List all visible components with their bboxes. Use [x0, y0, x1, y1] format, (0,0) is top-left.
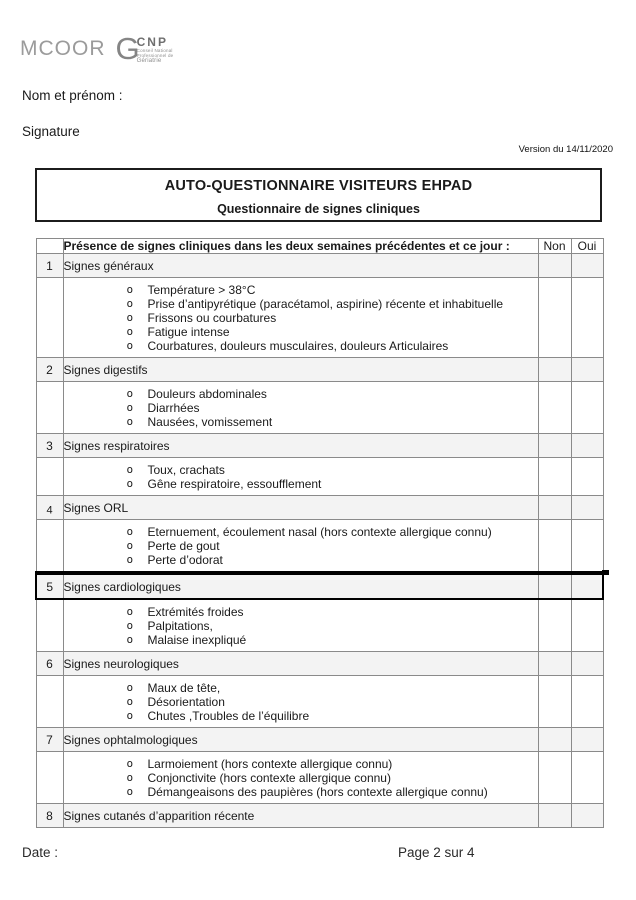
oui-answer-cell	[571, 458, 603, 496]
symptom-item	[64, 553, 536, 567]
oui-answer-cell	[571, 728, 603, 752]
symptom-item	[64, 401, 536, 415]
section-details-row-2	[36, 382, 603, 434]
section-number	[36, 573, 63, 599]
bullet-icon: o	[126, 415, 134, 428]
section-number-text: 8	[46, 808, 53, 823]
symptom-list	[63, 599, 538, 652]
section-number-text: 2	[46, 362, 53, 377]
symptom-item-text: Chutes ,Troubles de l’équilibre	[147, 709, 310, 723]
section-label: Signes ORL	[63, 496, 538, 520]
oui-answer-cell	[571, 599, 603, 652]
section-details-row-3	[36, 458, 603, 496]
symptom-list	[63, 676, 538, 728]
section-details-row-7	[36, 752, 603, 804]
section-number-text: 6	[46, 656, 53, 671]
section-number	[36, 434, 63, 458]
section-number	[36, 254, 63, 278]
symptom-item	[64, 757, 536, 771]
symptom-item-text: Perte d’odorat	[147, 553, 223, 567]
section-row-1	[36, 254, 603, 278]
logo-row	[20, 31, 174, 66]
symptom-item	[64, 525, 536, 539]
symptom-list	[63, 458, 538, 496]
section-label: Signes ophtalmologiques	[63, 728, 538, 752]
section-number	[36, 652, 63, 676]
bullet-icon: o	[126, 539, 134, 552]
symptom-item-text: Douleurs abdominales	[147, 387, 267, 401]
non-answer-cell	[538, 676, 571, 728]
non-answer-cell	[538, 358, 571, 382]
symptoms-table	[35, 238, 604, 828]
bullet-icon: o	[126, 387, 134, 400]
section-row-3	[36, 434, 603, 458]
bullet-icon: o	[126, 771, 134, 784]
section-row-5	[36, 573, 603, 599]
oui-answer-cell	[571, 254, 603, 278]
symptom-item-text: Toux, crachats	[147, 463, 225, 477]
symptom-list	[63, 382, 538, 434]
non-answer-cell	[538, 752, 571, 804]
symptom-item-text: Malaise inexpliqué	[147, 633, 247, 647]
name-field-label: Nom et prénom :	[22, 88, 123, 103]
symptom-item	[64, 539, 536, 553]
symptom-item-text: Extrémités froides	[147, 605, 244, 619]
symptom-item-text: Prise d’antipyrétique (paracétamol, aspirine) récente et inhabituelle	[147, 297, 504, 311]
bullet-icon: o	[126, 757, 134, 770]
symptom-item	[64, 297, 536, 311]
section-number-text: 5	[46, 579, 54, 594]
table-question-header: Présence de signes cliniques dans les deux semaines précédentes et ce jour :	[63, 239, 538, 254]
details-number-cell	[36, 676, 63, 728]
symptom-item	[64, 325, 536, 339]
symptom-item-text: Fatigue intense	[147, 325, 230, 339]
oui-answer-cell	[571, 573, 603, 599]
oui-answer-cell	[571, 382, 603, 434]
g-letter-icon: G	[115, 31, 140, 66]
section-label: Signes cardiologiques	[63, 573, 538, 599]
oui-answer-cell	[571, 278, 603, 358]
symptom-list	[63, 278, 538, 358]
section-number-text: 3	[46, 438, 53, 453]
section-row-2	[36, 358, 603, 382]
symptom-item-text: Conjonctivite (hors contexte allergique connu)	[147, 771, 391, 785]
cnp-subtext-line2: Professionnel de	[136, 53, 174, 58]
symptom-item	[64, 681, 536, 695]
symptom-item-text: Eternuement, écoulement nasal (hors contexte allergique connu)	[147, 525, 492, 539]
non-answer-cell	[538, 254, 571, 278]
section-number	[36, 496, 63, 520]
non-answer-cell	[538, 496, 571, 520]
symptom-item	[64, 771, 536, 785]
symptom-item	[64, 463, 536, 477]
section-number	[36, 358, 63, 382]
details-number-cell	[36, 520, 63, 574]
symptom-item-text: Gêne respiratoire, essoufflement	[147, 477, 322, 491]
page-number: Page 2 sur 4	[398, 845, 475, 860]
symptom-list	[63, 752, 538, 804]
details-number-cell	[36, 278, 63, 358]
bullet-icon: o	[126, 553, 134, 566]
section-label: Signes cutanés d’apparition récente	[63, 804, 538, 828]
column-header-non: Non	[538, 239, 571, 254]
bullet-icon: o	[126, 339, 134, 352]
non-answer-cell	[538, 382, 571, 434]
non-answer-cell	[538, 458, 571, 496]
section-details-row-6	[36, 676, 603, 728]
symptom-item	[64, 709, 536, 723]
non-answer-cell	[538, 728, 571, 752]
cnp-subtext-line3: Gériatrie	[136, 58, 162, 64]
signature-label: Signature	[22, 124, 80, 139]
section-number-text: 4	[46, 504, 53, 516]
details-number-cell	[36, 599, 63, 652]
bullet-icon: o	[126, 311, 134, 324]
section-row-6	[36, 652, 603, 676]
symptom-item-text: Diarrhées	[147, 401, 200, 415]
oui-answer-cell	[571, 676, 603, 728]
bullet-icon: o	[126, 709, 134, 722]
section-label: Signes digestifs	[63, 358, 538, 382]
symptom-item	[64, 283, 536, 297]
bullet-icon: o	[126, 325, 134, 338]
symptom-item	[64, 619, 536, 633]
page-break-line-extension	[602, 570, 609, 575]
non-answer-cell	[538, 804, 571, 828]
symptom-item	[64, 785, 536, 799]
symptom-item	[64, 695, 536, 709]
details-number-cell	[36, 458, 63, 496]
oui-answer-cell	[571, 752, 603, 804]
bullet-icon: o	[126, 477, 134, 490]
cnp-geriatrie-logo	[115, 31, 174, 66]
section-row-8	[36, 804, 603, 828]
bullet-icon: o	[126, 463, 134, 476]
symptom-item	[64, 605, 536, 619]
symptom-list	[63, 520, 538, 574]
document-title: AUTO-QUESTIONNAIRE VISITEURS EHPAD	[164, 178, 473, 194]
section-number-text: 7	[46, 732, 53, 747]
symptom-item-text: Désorientation	[147, 695, 225, 709]
non-answer-cell	[538, 434, 571, 458]
bullet-icon: o	[126, 605, 134, 618]
cnp-letters: CNP	[136, 35, 168, 49]
oui-answer-cell	[571, 520, 603, 574]
section-row-7	[36, 728, 603, 752]
details-number-cell	[36, 382, 63, 434]
symptom-item	[64, 477, 536, 491]
symptom-item-text: Larmoiement (hors contexte allergique connu)	[147, 757, 393, 771]
section-label: Signes généraux	[63, 254, 538, 278]
bullet-icon: o	[126, 681, 134, 694]
symptom-item-text: Nausées, vomissement	[147, 415, 273, 429]
document-subtitle: Questionnaire de signes cliniques	[217, 202, 420, 216]
oui-answer-cell	[571, 804, 603, 828]
section-number-text: 1	[46, 258, 53, 273]
bullet-icon: o	[126, 401, 134, 414]
symptom-item	[64, 633, 536, 647]
details-number-cell	[36, 752, 63, 804]
symptom-item-text: Maux de tête,	[147, 681, 221, 695]
oui-answer-cell	[571, 358, 603, 382]
section-number	[36, 804, 63, 828]
section-row-4	[36, 496, 603, 520]
mcoor-logo: MCOOR	[20, 37, 106, 60]
bullet-icon: o	[126, 525, 134, 538]
non-answer-cell	[538, 520, 571, 574]
section-number	[36, 728, 63, 752]
non-answer-cell	[538, 652, 571, 676]
oui-answer-cell	[571, 434, 603, 458]
section-details-row-5	[36, 599, 603, 652]
column-header-oui: Oui	[571, 239, 603, 254]
oui-answer-cell	[571, 496, 603, 520]
symptom-item-text: Perte de gout	[147, 539, 220, 553]
symptom-item	[64, 311, 536, 325]
bullet-icon: o	[126, 633, 134, 646]
symptom-item	[64, 339, 536, 353]
symptom-item-text: Palpitations,	[147, 619, 213, 633]
bullet-icon: o	[126, 297, 134, 310]
symptom-item-text: Frissons ou courbatures	[147, 311, 277, 325]
section-label: Signes neurologiques	[63, 652, 538, 676]
symptom-item-text: Démangeaisons des paupières (hors contexte allergique connu)	[147, 785, 488, 799]
cnp-subtext-line1: Conseil National	[136, 48, 173, 53]
bullet-icon: o	[126, 695, 134, 708]
symptom-item	[64, 387, 536, 401]
section-details-row-4	[36, 520, 603, 574]
bullet-icon: o	[126, 619, 134, 632]
bullet-icon: o	[126, 283, 134, 296]
non-answer-cell	[538, 573, 571, 599]
section-label: Signes respiratoires	[63, 434, 538, 458]
title-box	[35, 168, 602, 222]
symptom-item-text: Courbatures, douleurs musculaires, douleurs Articulaires	[147, 339, 449, 353]
bullet-icon: o	[126, 785, 134, 798]
date-field-label: Date :	[22, 845, 59, 860]
table-header-row	[36, 239, 603, 254]
version-text: Version du 14/11/2020	[518, 144, 613, 155]
non-answer-cell	[538, 278, 571, 358]
non-answer-cell	[538, 599, 571, 652]
section-details-row-1	[36, 278, 603, 358]
header-number-cell	[36, 239, 63, 254]
symptom-item-text: Température > 38°C	[147, 283, 256, 297]
symptom-item	[64, 415, 536, 429]
oui-answer-cell	[571, 652, 603, 676]
